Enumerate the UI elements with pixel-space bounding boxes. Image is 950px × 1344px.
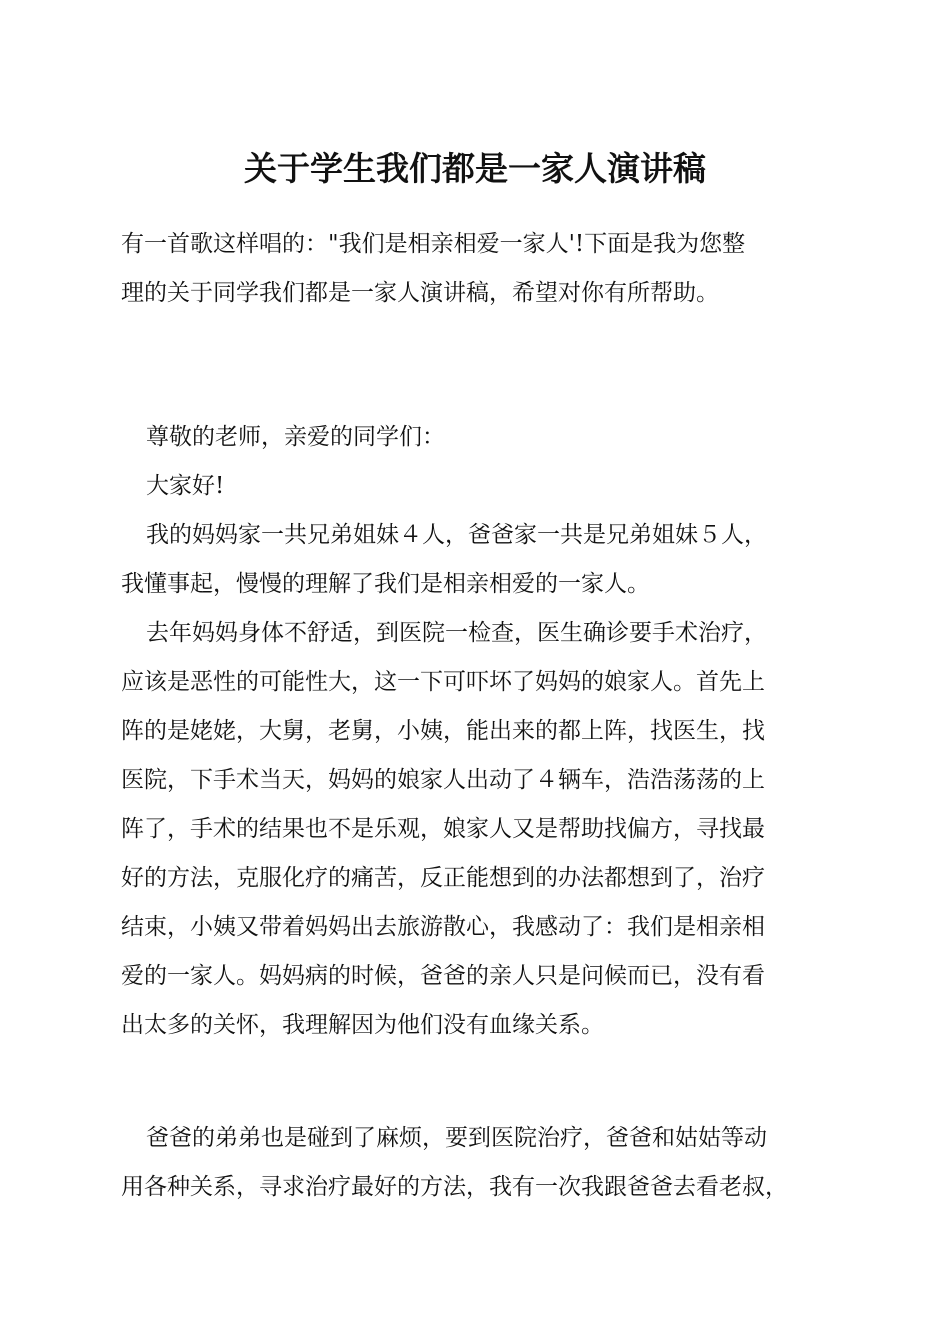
text-line: 去年妈妈身体不舒适，到医院一检查，医生确诊要手术治疗，: [146, 620, 767, 646]
text-line: 理的关于同学我们都是一家人演讲稿，希望对你有所帮助。: [121, 280, 719, 306]
text-line: 出太多的关怀，我理解因为他们没有血缘关系。: [121, 1012, 604, 1038]
text-line: 阵的是姥姥，大舅，老舅，小姨，能出来的都上阵，找医生，找: [121, 718, 765, 744]
text-line: 我的妈妈家一共兄弟姐妹４人，爸爸家一共是兄弟姐妹５人，: [146, 522, 767, 548]
text-line: 爱的一家人。妈妈病的时候，爸爸的亲人只是问候而已，没有看: [121, 963, 765, 989]
text-line: 应该是恶性的可能性大，这一下可吓坏了妈妈的娘家人。首先上: [121, 669, 765, 695]
text-line: 用各种关系，寻求治疗最好的方法，我有一次我跟爸爸去看老叔，: [121, 1174, 788, 1200]
salutation: 尊敬的老师，亲爱的同学们：: [146, 424, 445, 450]
greeting: 大家好!: [146, 473, 225, 499]
text-line: 有一首歌这样唱的："我们是相亲相爱一家人'!下面是我为您整: [121, 231, 746, 257]
text-line: 我懂事起，慢慢的理解了我们是相亲相爱的一家人。: [121, 571, 650, 597]
text-line: 医院，下手术当天，妈妈的娘家人出动了４辆车，浩浩荡荡的上: [121, 767, 765, 793]
text-line: 好的方法，克服化疗的痛苦，反正能想到的办法都想到了，治疗: [121, 865, 765, 891]
speech-body: [121, 413, 833, 1050]
text-line: 结束，小姨又带着妈妈出去旅游散心，我感动了：我们是相亲相: [121, 914, 765, 940]
document-title: 关于学生我们都是一家人演讲稿: [244, 149, 706, 188]
text-line: 阵了，手术的结果也不是乐观，娘家人又是帮助找偏方，寻找最: [121, 816, 765, 842]
intro-paragraph: [121, 220, 833, 318]
text-line: 爸爸的弟弟也是碰到了麻烦，要到医院治疗，爸爸和姑姑等动: [146, 1125, 767, 1151]
speech-paragraph: [121, 1114, 833, 1212]
